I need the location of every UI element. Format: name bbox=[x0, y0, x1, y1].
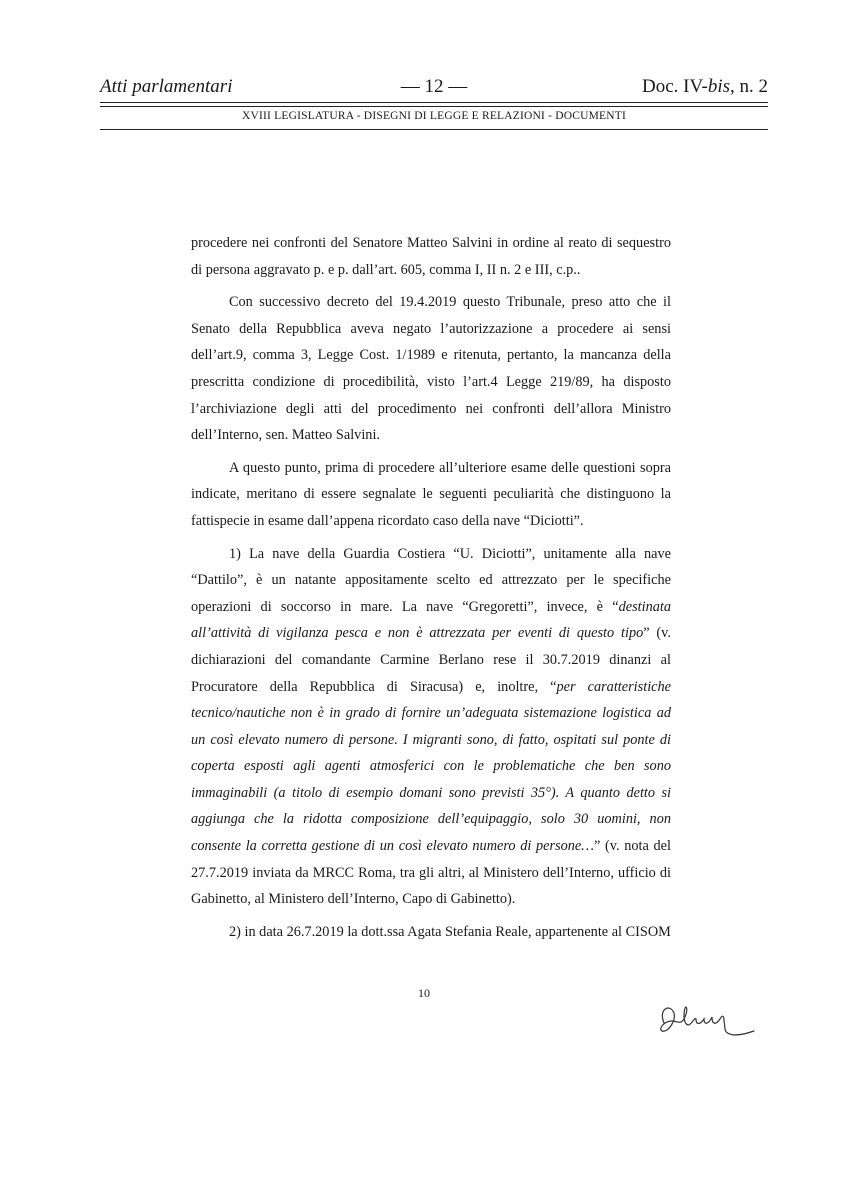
header-rule-mid bbox=[100, 106, 768, 107]
paragraph-5: 2) in data 26.7.2019 la dott.ssa Agata Stefania Reale, appartenente al CISOM bbox=[229, 923, 671, 940]
quote-italic-2: per caratteristiche tecnico/nautiche non è in grado di fornire un’adeguata sistemazione logistica ad un così elevato numero di persone. I migranti sono, di fatto, ospitati sul ponte di coperta esposti agli agenti atmosferici con le problematiche che ben sono immaginabili (a titolo di esempio domani sono previsti 35°). A quanto detto si aggiunga che la ridotta composizione dell’equipaggio, solo 30 uomini, non consente la corretta gestione di un così elevato numero di persone… bbox=[191, 678, 672, 855]
header-doc-ref: Doc. IV-bis, n. 2 bbox=[642, 76, 768, 97]
paragraph-2: Con successivo decreto del 19.4.2019 questo Tribunale, preso atto che il Senato della Repubblica aveva negato l’autorizzazione a procedere ai sensi dell’art.9, comma 3, Legge Cost. 1/1989 e ritenuta, pertanto, la mancanza della prescritta condizione di procedibilità, visto l’art.4 Legge 219/89, ha disposto l’archiviazione degli atti del procedimento nei confronti dell’allora Ministro dell’Interno, sen. Matteo Salvini. bbox=[191, 294, 671, 444]
document-body bbox=[191, 230, 671, 951]
header-subtitle: XVIII LEGISLATURA - DISEGNI DI LEGGE E RELAZIONI - DOCUMENTI bbox=[241, 110, 627, 122]
paragraph-4: 1) La nave della Guardia Costiera “U. Diciotti”, unitamente alla nave “Dattilo”, è un natante appositamente scelto ed attrezzato per le specifiche operazioni di soccorso in mare. La nave “Gregoretti”, invece, è “destinata all’attività di vigilanza pesca e non è attrezzata per eventi di questo tipo” (v. dichiarazioni del comandante Carmine Berlano rese il 30.7.2019 dinanzi al Procuratore della Repubblica di Siracusa) e, inoltre, “per caratteristiche tecnico/nautiche non è in grado di fornire un’adeguata sistemazione logistica ad un così elevato numero di persone. I migranti sono, di fatto, ospitati sul ponte di coperta esposti agli agenti atmosferici con le problematiche che ben sono immaginabili (a titolo di esempio domani sono previsti 35°). A quanto detto si aggiunga che la ridotta composizione dell’equipaggio, solo 30 uomini, non consente la corretta gestione di un così elevato numero di persone…” (v. nota del 27.7.2019 inviata da MRCC Roma, tra gli altri, al Ministero dell’Interno, ufficio di Gabinetto, al Ministero dell’Interno, Capo di Gabinetto). bbox=[191, 545, 672, 908]
paragraph-1: procedere nei confronti del Senatore Matteo Salvini in ordine al reato di sequestro di persona aggravato p. e p. dall’art. 605, comma I, II n. 2 e III, c.p.. bbox=[191, 235, 671, 278]
header-left: Atti parlamentari bbox=[100, 76, 233, 97]
header-rule-bottom bbox=[100, 129, 768, 130]
paragraph-3: A questo punto, prima di procedere all’ulteriore esame delle questioni sopra indicate, meritano di essere segnalate le seguenti peculiarità che distinguono la fattispecie in esame dall’appena ricordato caso della nave “Diciotti”. bbox=[191, 459, 671, 529]
header-rule-top bbox=[100, 102, 768, 103]
handwritten-signature bbox=[650, 995, 760, 1045]
quote-italic-1: destinata all’attività di vigilanza pesca e non è attrezzata per eventi di questo tipo bbox=[191, 598, 671, 642]
page-number: 10 bbox=[418, 986, 430, 1000]
header-page-number: — 12 — bbox=[400, 76, 468, 97]
page-header bbox=[100, 76, 768, 100]
